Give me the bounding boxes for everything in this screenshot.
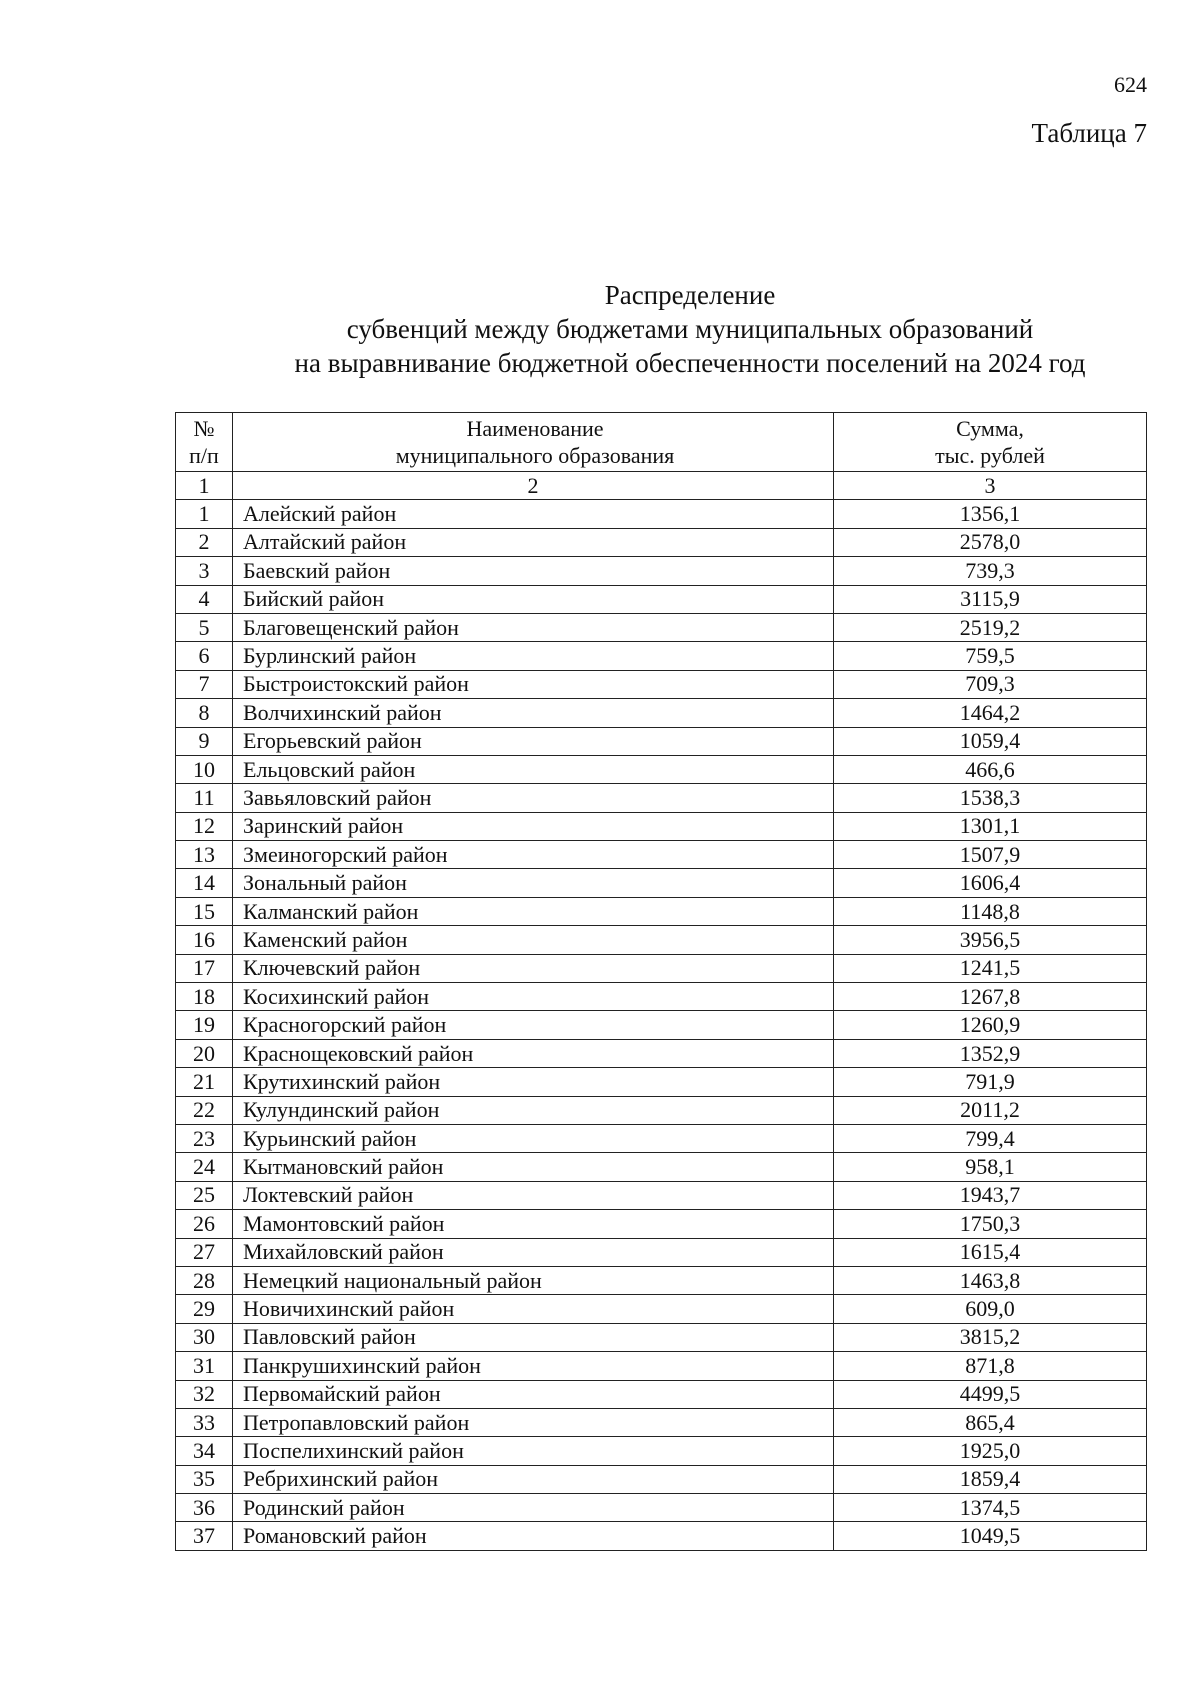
amount-cell: 1241,5 xyxy=(834,954,1147,982)
row-number-cell: 26 xyxy=(176,1210,233,1238)
table-row xyxy=(176,897,1147,925)
table-row xyxy=(176,784,1147,812)
table-row xyxy=(176,1323,1147,1351)
amount-cell: 871,8 xyxy=(834,1352,1147,1380)
row-number-cell: 11 xyxy=(176,784,233,812)
table-row xyxy=(176,1011,1147,1039)
municipality-name-cell: Заринский район xyxy=(233,812,834,840)
table-row xyxy=(176,557,1147,585)
municipality-name-cell: Красногорский район xyxy=(233,1011,834,1039)
municipality-name-cell: Косихинский район xyxy=(233,983,834,1011)
header-name-line-1: Наименование xyxy=(466,416,604,441)
row-number-cell: 37 xyxy=(176,1522,233,1550)
municipality-name-cell: Немецкий национальный район xyxy=(233,1266,834,1294)
header-sum xyxy=(834,413,1147,472)
table-body xyxy=(176,500,1147,1550)
table-header-row xyxy=(176,413,1147,472)
table-row xyxy=(176,1068,1147,1096)
table-row xyxy=(176,926,1147,954)
row-number-cell: 10 xyxy=(176,755,233,783)
amount-cell: 1148,8 xyxy=(834,897,1147,925)
column-index-cell: 1 xyxy=(176,472,233,500)
document-title xyxy=(190,278,1190,380)
municipality-name-cell: Павловский район xyxy=(233,1323,834,1351)
table-row xyxy=(176,1380,1147,1408)
table-row xyxy=(176,755,1147,783)
row-number-cell: 6 xyxy=(176,642,233,670)
amount-cell: 1059,4 xyxy=(834,727,1147,755)
amount-cell: 1606,4 xyxy=(834,869,1147,897)
amount-cell: 1267,8 xyxy=(834,983,1147,1011)
table-row xyxy=(176,1266,1147,1294)
municipality-name-cell: Змеиногорский район xyxy=(233,841,834,869)
amount-cell: 1464,2 xyxy=(834,699,1147,727)
municipality-name-cell: Петропавловский район xyxy=(233,1408,834,1436)
municipality-name-cell: Калманский район xyxy=(233,897,834,925)
column-index-cell: 3 xyxy=(834,472,1147,500)
column-index-row xyxy=(176,472,1147,500)
amount-cell: 1463,8 xyxy=(834,1266,1147,1294)
amount-cell: 1538,3 xyxy=(834,784,1147,812)
amount-cell: 3956,5 xyxy=(834,926,1147,954)
row-number-cell: 14 xyxy=(176,869,233,897)
amount-cell: 1859,4 xyxy=(834,1465,1147,1493)
header-number-line-2: п/п xyxy=(189,443,219,468)
municipality-name-cell: Бурлинский район xyxy=(233,642,834,670)
municipality-name-cell: Алтайский район xyxy=(233,528,834,556)
table-row xyxy=(176,1437,1147,1465)
row-number-cell: 22 xyxy=(176,1096,233,1124)
row-number-cell: 30 xyxy=(176,1323,233,1351)
municipality-name-cell: Благовещенский район xyxy=(233,613,834,641)
amount-cell: 1750,3 xyxy=(834,1210,1147,1238)
row-number-cell: 20 xyxy=(176,1039,233,1067)
header-sum-line-1: Сумма, xyxy=(956,416,1024,441)
amount-cell: 739,3 xyxy=(834,557,1147,585)
header-number-line-1: № xyxy=(193,416,215,441)
row-number-cell: 27 xyxy=(176,1238,233,1266)
amount-cell: 799,4 xyxy=(834,1124,1147,1152)
table-row xyxy=(176,528,1147,556)
amount-cell: 1260,9 xyxy=(834,1011,1147,1039)
table-row xyxy=(176,1096,1147,1124)
amount-cell: 709,3 xyxy=(834,670,1147,698)
table-row xyxy=(176,841,1147,869)
amount-cell: 1925,0 xyxy=(834,1437,1147,1465)
municipality-name-cell: Новичихинский район xyxy=(233,1295,834,1323)
row-number-cell: 25 xyxy=(176,1181,233,1209)
amount-cell: 791,9 xyxy=(834,1068,1147,1096)
amount-cell: 1049,5 xyxy=(834,1522,1147,1550)
header-name-line-2: муниципального образования xyxy=(395,443,675,468)
table-row xyxy=(176,670,1147,698)
row-number-cell: 4 xyxy=(176,585,233,613)
table-row xyxy=(176,1153,1147,1181)
municipality-name-cell: Локтевский район xyxy=(233,1181,834,1209)
table-row xyxy=(176,727,1147,755)
municipality-name-cell: Поспелихинский район xyxy=(233,1437,834,1465)
municipality-name-cell: Ребрихинский район xyxy=(233,1465,834,1493)
municipality-name-cell: Бийский район xyxy=(233,585,834,613)
municipality-name-cell: Баевский район xyxy=(233,557,834,585)
table-row xyxy=(176,954,1147,982)
row-number-cell: 2 xyxy=(176,528,233,556)
row-number-cell: 33 xyxy=(176,1408,233,1436)
amount-cell: 759,5 xyxy=(834,642,1147,670)
amount-cell: 958,1 xyxy=(834,1153,1147,1181)
row-number-cell: 23 xyxy=(176,1124,233,1152)
header-number xyxy=(176,413,233,472)
municipality-name-cell: Краснощековский район xyxy=(233,1039,834,1067)
municipality-name-cell: Романовский район xyxy=(233,1522,834,1550)
table-row xyxy=(176,1295,1147,1323)
row-number-cell: 9 xyxy=(176,727,233,755)
amount-cell: 609,0 xyxy=(834,1295,1147,1323)
amount-cell: 2578,0 xyxy=(834,528,1147,556)
row-number-cell: 18 xyxy=(176,983,233,1011)
row-number-cell: 35 xyxy=(176,1465,233,1493)
row-number-cell: 34 xyxy=(176,1437,233,1465)
row-number-cell: 21 xyxy=(176,1068,233,1096)
table-row xyxy=(176,1522,1147,1550)
municipality-name-cell: Ключевский район xyxy=(233,954,834,982)
municipality-name-cell: Егорьевский район xyxy=(233,727,834,755)
row-number-cell: 16 xyxy=(176,926,233,954)
table-row xyxy=(176,642,1147,670)
amount-cell: 1943,7 xyxy=(834,1181,1147,1209)
amount-cell: 2519,2 xyxy=(834,613,1147,641)
municipality-name-cell: Каменский район xyxy=(233,926,834,954)
municipality-name-cell: Первомайский район xyxy=(233,1380,834,1408)
municipality-name-cell: Михайловский район xyxy=(233,1238,834,1266)
municipality-name-cell: Волчихинский район xyxy=(233,699,834,727)
municipality-name-cell: Быстроистокский район xyxy=(233,670,834,698)
municipality-name-cell: Ельцовский район xyxy=(233,755,834,783)
table-row xyxy=(176,1408,1147,1436)
table-row xyxy=(176,1124,1147,1152)
table-row xyxy=(176,1465,1147,1493)
table-row xyxy=(176,812,1147,840)
municipality-name-cell: Завьяловский район xyxy=(233,784,834,812)
row-number-cell: 24 xyxy=(176,1153,233,1181)
municipality-name-cell: Родинский район xyxy=(233,1494,834,1522)
row-number-cell: 31 xyxy=(176,1352,233,1380)
page-number: 624 xyxy=(1114,72,1147,97)
row-number-cell: 19 xyxy=(176,1011,233,1039)
row-number-cell: 8 xyxy=(176,699,233,727)
amount-cell: 865,4 xyxy=(834,1408,1147,1436)
row-number-cell: 12 xyxy=(176,812,233,840)
table-row xyxy=(176,1352,1147,1380)
header-sum-line-2: тыс. рублей xyxy=(935,443,1045,468)
table-row xyxy=(176,500,1147,528)
amount-cell: 1356,1 xyxy=(834,500,1147,528)
title-line-2: субвенций между бюджетами муниципальных образований xyxy=(346,314,1034,344)
table-row xyxy=(176,1210,1147,1238)
table-row xyxy=(176,613,1147,641)
row-number-cell: 32 xyxy=(176,1380,233,1408)
row-number-cell: 3 xyxy=(176,557,233,585)
table-row xyxy=(176,1039,1147,1067)
municipality-name-cell: Кытмановский район xyxy=(233,1153,834,1181)
row-number-cell: 36 xyxy=(176,1494,233,1522)
row-number-cell: 17 xyxy=(176,954,233,982)
row-number-cell: 5 xyxy=(176,613,233,641)
row-number-cell: 28 xyxy=(176,1266,233,1294)
amount-cell: 1615,4 xyxy=(834,1238,1147,1266)
table-label: Таблица 7 xyxy=(1031,118,1147,148)
amount-cell: 3115,9 xyxy=(834,585,1147,613)
municipality-name-cell: Кулундинский район xyxy=(233,1096,834,1124)
amount-cell: 1507,9 xyxy=(834,841,1147,869)
amount-cell: 1301,1 xyxy=(834,812,1147,840)
table-row xyxy=(176,699,1147,727)
amount-cell: 2011,2 xyxy=(834,1096,1147,1124)
row-number-cell: 15 xyxy=(176,897,233,925)
row-number-cell: 13 xyxy=(176,841,233,869)
row-number-cell: 1 xyxy=(176,500,233,528)
title-line-3: на выравнивание бюджетной обеспеченности поселений на 2024 год xyxy=(294,348,1086,378)
header-name xyxy=(233,413,834,472)
amount-cell: 1352,9 xyxy=(834,1039,1147,1067)
column-index-cell: 2 xyxy=(233,472,834,500)
table-row xyxy=(176,983,1147,1011)
amount-cell: 3815,2 xyxy=(834,1323,1147,1351)
amount-cell: 466,6 xyxy=(834,755,1147,783)
row-number-cell: 7 xyxy=(176,670,233,698)
distribution-table xyxy=(175,412,1147,1551)
table-row xyxy=(176,1181,1147,1209)
table-row xyxy=(176,585,1147,613)
municipality-name-cell: Панкрушихинский район xyxy=(233,1352,834,1380)
table-row xyxy=(176,869,1147,897)
municipality-name-cell: Зональный район xyxy=(233,869,834,897)
table-row xyxy=(176,1238,1147,1266)
table-row xyxy=(176,1494,1147,1522)
municipality-name-cell: Мамонтовский район xyxy=(233,1210,834,1238)
municipality-name-cell: Крутихинский район xyxy=(233,1068,834,1096)
row-number-cell: 29 xyxy=(176,1295,233,1323)
amount-cell: 1374,5 xyxy=(834,1494,1147,1522)
municipality-name-cell: Алейский район xyxy=(233,500,834,528)
title-line-1: Распределение xyxy=(604,280,776,310)
amount-cell: 4499,5 xyxy=(834,1380,1147,1408)
municipality-name-cell: Курьинский район xyxy=(233,1124,834,1152)
